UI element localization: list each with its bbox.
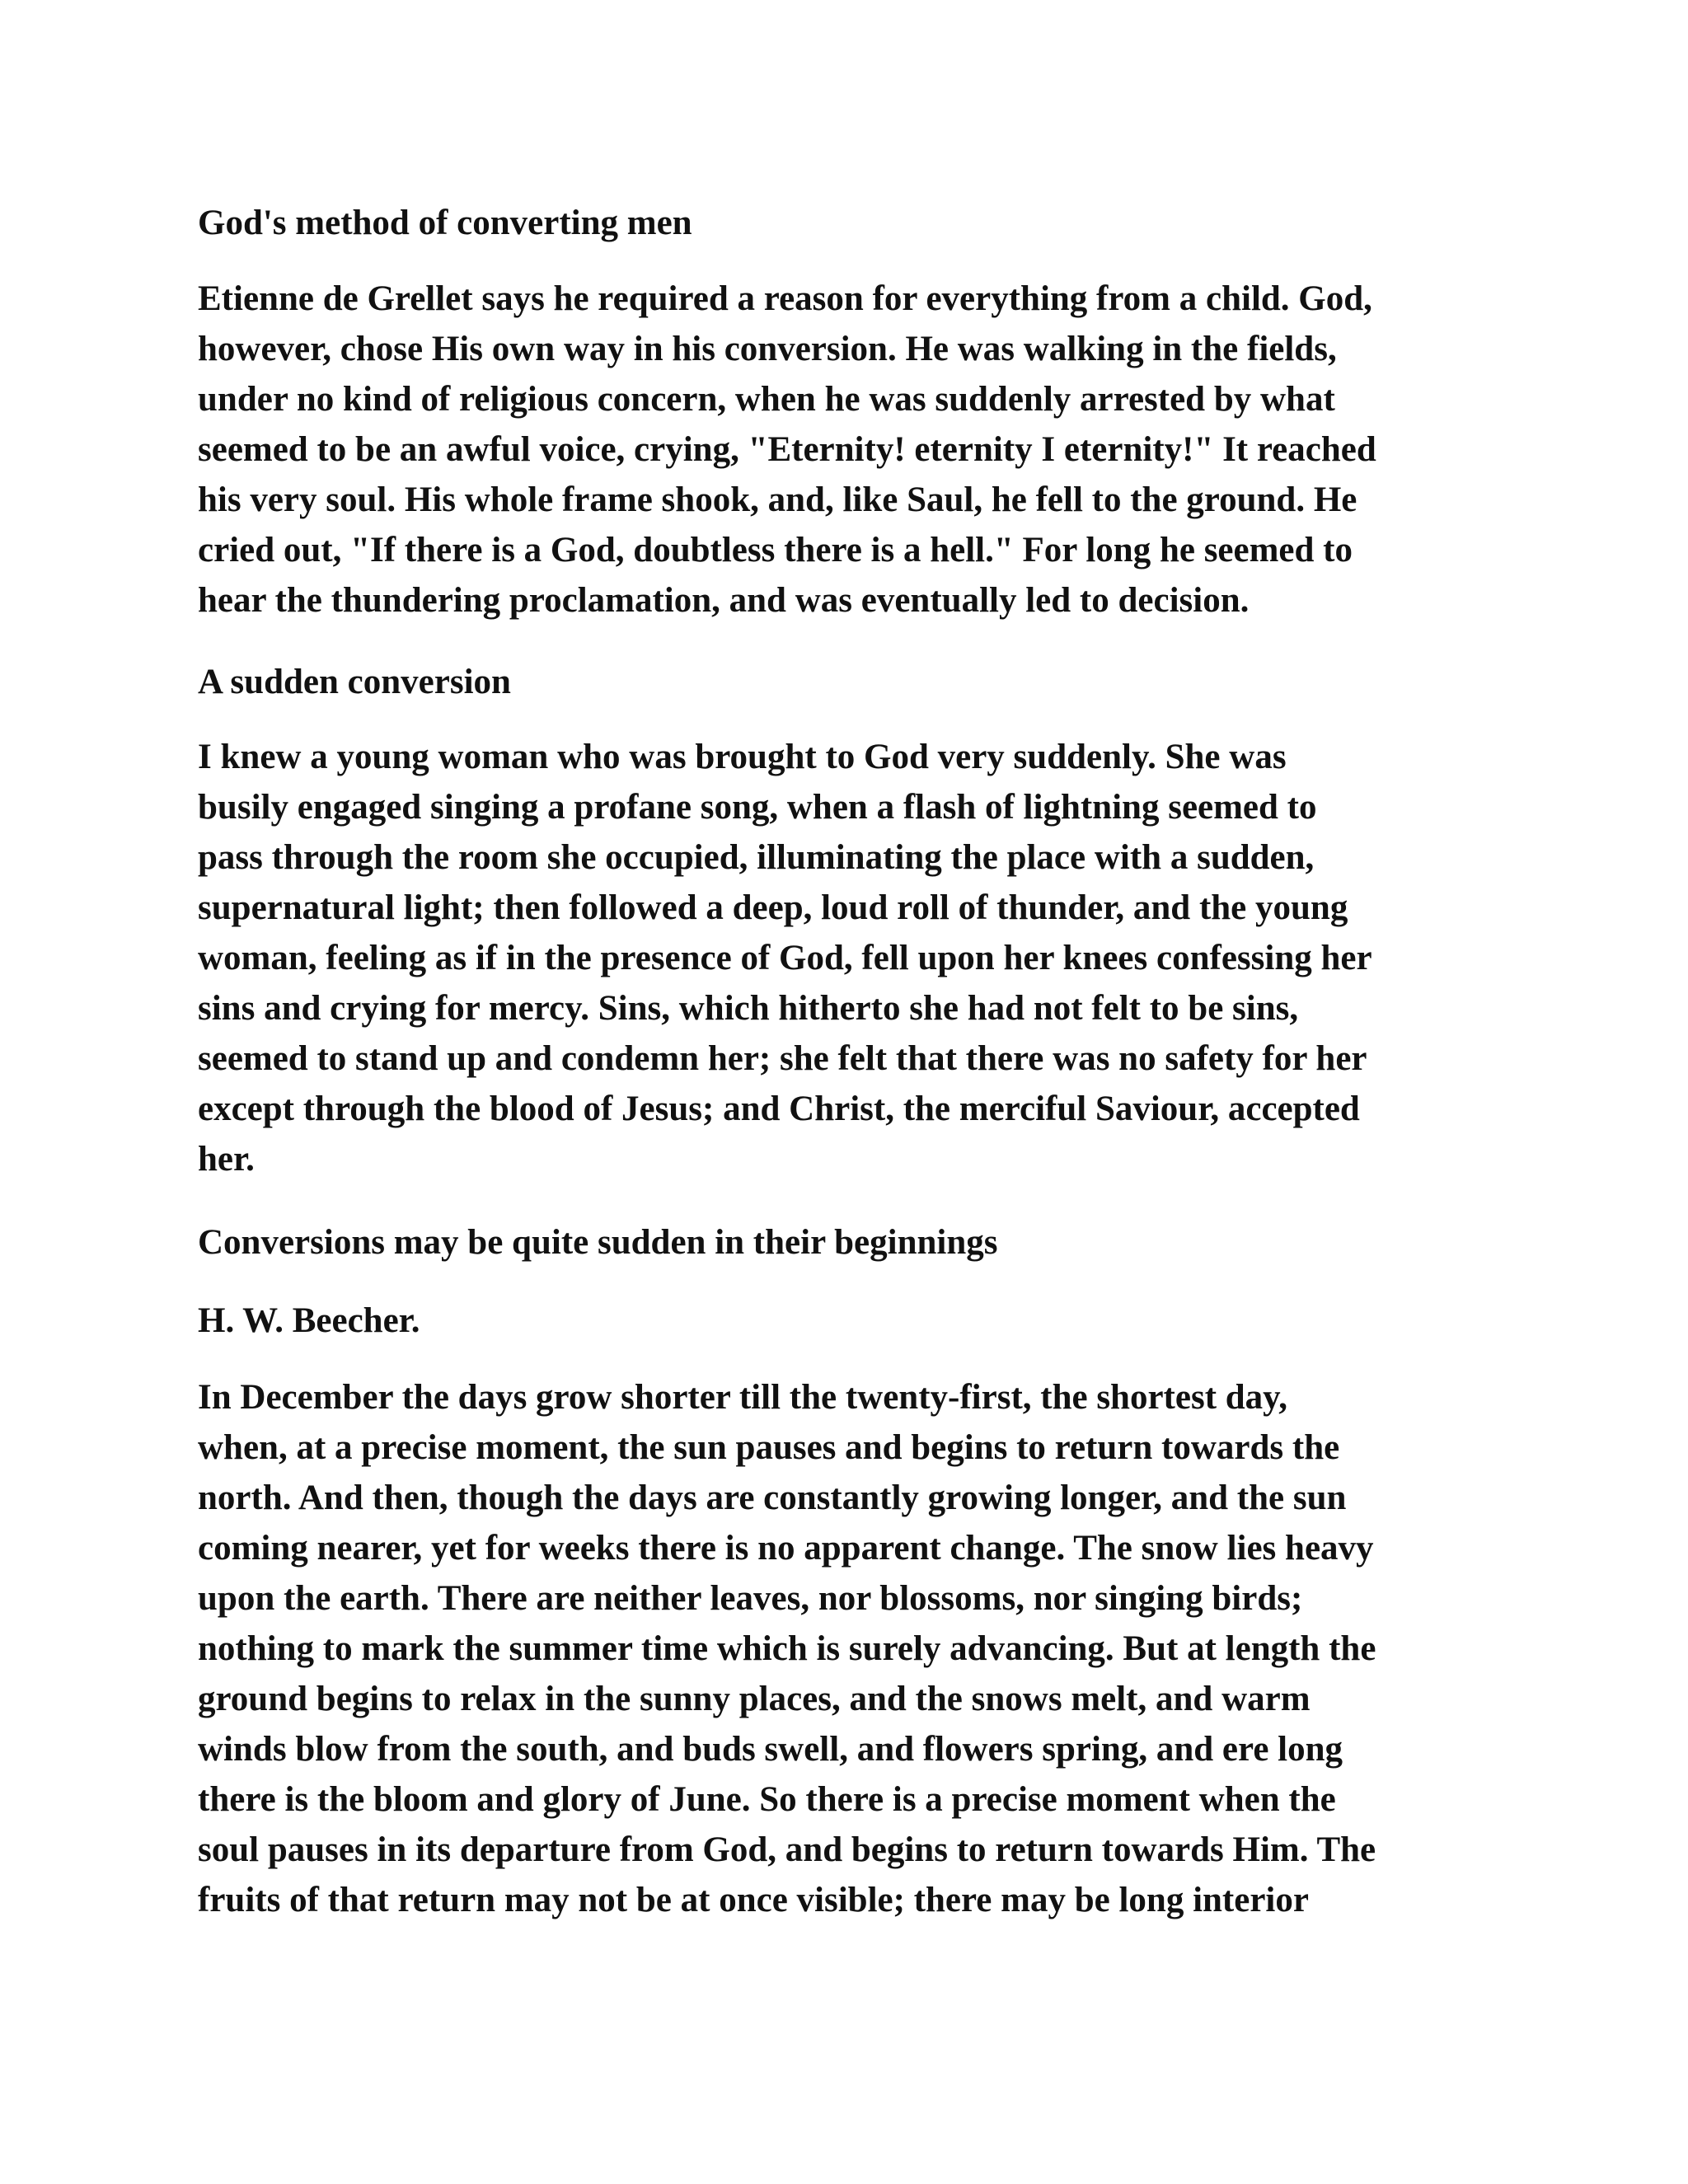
heading-text: A sudden conversion xyxy=(198,663,511,701)
paragraph-line: his very soul. His whole frame shook, and, like Saul, he fell to the ground. He xyxy=(198,480,1357,519)
heading-text: God's method of converting men xyxy=(198,204,692,242)
paragraph-line: winds blow from the south, and buds swell, and flowers spring, and ere long xyxy=(198,1730,1343,1769)
paragraph-line: under no kind of religious concern, when he was suddenly arrested by what xyxy=(198,380,1335,419)
section-paragraph xyxy=(198,732,1500,1184)
paragraph-line: woman, feeling as if in the presence of God, fell upon her knees confessing her xyxy=(198,939,1372,977)
section-paragraph xyxy=(198,1372,1500,1925)
paragraph-line: when, at a precise moment, the sun pauses and begins to return towards the xyxy=(198,1428,1340,1467)
section-heading xyxy=(198,657,1500,707)
paragraph-line: cried out, "If there is a God, doubtless there is a hell." For long he seemed to xyxy=(198,531,1353,569)
paragraph-line: sins and crying for mercy. Sins, which hitherto she had not felt to be sins, xyxy=(198,989,1299,1028)
paragraph-line: busily engaged singing a profane song, when a flash of lightning seemed to xyxy=(198,788,1317,827)
section-paragraph xyxy=(198,274,1500,626)
section-heading xyxy=(198,1217,1500,1268)
paragraph-line: supernatural light; then followed a deep, loud roll of thunder, and the young xyxy=(198,888,1348,927)
paragraph-line: soul pauses in its departure from God, and begins to return towards Him. The xyxy=(198,1830,1376,1869)
paragraph-line: fruits of that return may not be at once visible; there may be long interior xyxy=(198,1881,1309,1919)
paragraph-line: coming nearer, yet for weeks there is no apparent change. The snow lies heavy xyxy=(198,1529,1374,1568)
paragraph-line: upon the earth. There are neither leaves, nor blossoms, nor singing birds; xyxy=(198,1579,1303,1618)
paragraph-line: I knew a young woman who was brought to God very suddenly. She was xyxy=(198,738,1287,776)
paragraph-line: seemed to be an awful voice, crying, "Eternity! eternity I eternity!" It reached xyxy=(198,430,1376,469)
paragraph-line: ground begins to relax in the sunny places, and the snows melt, and warm xyxy=(198,1680,1311,1718)
section-author xyxy=(198,1296,1500,1346)
paragraph-line: Etienne de Grellet says he required a reason for everything from a child. God, xyxy=(198,279,1372,318)
paragraph-line: her. xyxy=(198,1140,255,1179)
paragraph-line: there is the bloom and glory of June. So there is a precise moment when the xyxy=(198,1780,1336,1819)
paragraph-line: north. And then, though the days are constantly growing longer, and the sun xyxy=(198,1479,1347,1517)
paragraph-line: however, chose His own way in his conversion. He was walking in the fields, xyxy=(198,330,1337,368)
section-heading xyxy=(198,198,1500,248)
author-text: H. W. Beecher. xyxy=(198,1301,420,1340)
paragraph-line: except through the blood of Jesus; and Christ, the merciful Saviour, accepted xyxy=(198,1090,1360,1128)
paragraph-line: hear the thundering proclamation, and was eventually led to decision. xyxy=(198,581,1250,620)
paragraph-line: seemed to stand up and condemn her; she felt that there was no safety for her xyxy=(198,1039,1367,1078)
paragraph-line: pass through the room she occupied, illuminating the place with a sudden, xyxy=(198,838,1315,877)
paragraph-line: In December the days grow shorter till the twenty-first, the shortest day, xyxy=(198,1378,1288,1417)
heading-text: Conversions may be quite sudden in their beginnings xyxy=(198,1223,998,1262)
paragraph-line: nothing to mark the summer time which is surely advancing. But at length the xyxy=(198,1629,1376,1668)
